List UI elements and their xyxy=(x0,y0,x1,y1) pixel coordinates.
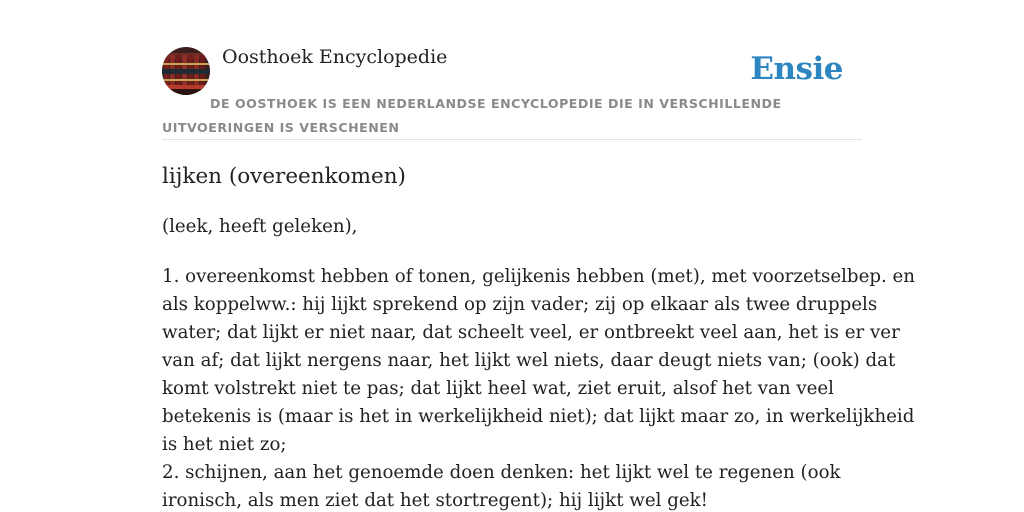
definition-line: is het niet zo; xyxy=(162,434,287,455)
definition-line: water; dat lijkt er niet naar, dat scheelt veel, er ontbreekt veel aan, het is er ver xyxy=(162,322,900,343)
entry-title: lijken (overeenkomen) xyxy=(162,164,406,189)
definition-line: 1. overeenkomst hebben of tonen, gelijkenis hebben (met), met voorzetselbep. en xyxy=(162,266,916,287)
definition-line: als koppelww.: hij lijkt sprekend op zijn vader; zij op elkaar als twee druppels xyxy=(162,294,878,315)
site-header xyxy=(162,0,862,140)
definition-line: van af; dat lijkt nergens naar, het lijkt wel niets, daar deugt niets van; (ook) dat xyxy=(162,350,896,371)
definition-line: komt volstrekt niet te pas; dat lijkt heel wat, ziet eruit, alsof het van veel xyxy=(162,378,834,399)
source-avatar[interactable] xyxy=(162,47,210,95)
entry-forms: (leek, heeft geleken), xyxy=(162,216,358,237)
definition-line: ironisch, als men ziet dat het stortregent); hij lijkt wel gek! xyxy=(162,490,708,511)
definition-line: 2. schijnen, aan het genoemde doen denken: het lijkt wel te regenen (ook xyxy=(162,462,841,483)
entry-definition xyxy=(162,263,916,512)
site-tagline: DE OOSTHOEK IS EEN NEDERLANDSE ENCYCLOPEDIE DIE IN VERSCHILLENDE UITVOERINGEN IS VERSCHENEN xyxy=(162,96,782,135)
encyclopedia-books-icon xyxy=(162,47,210,95)
definition-line: betekenis is (maar is het in werkelijkheid niet); dat lijkt maar zo, in werkelijkheid xyxy=(162,406,915,427)
content-container xyxy=(162,0,916,511)
site-title[interactable]: Oosthoek Encyclopedie xyxy=(222,46,448,68)
brand-logo[interactable]: Ensie xyxy=(750,51,843,87)
